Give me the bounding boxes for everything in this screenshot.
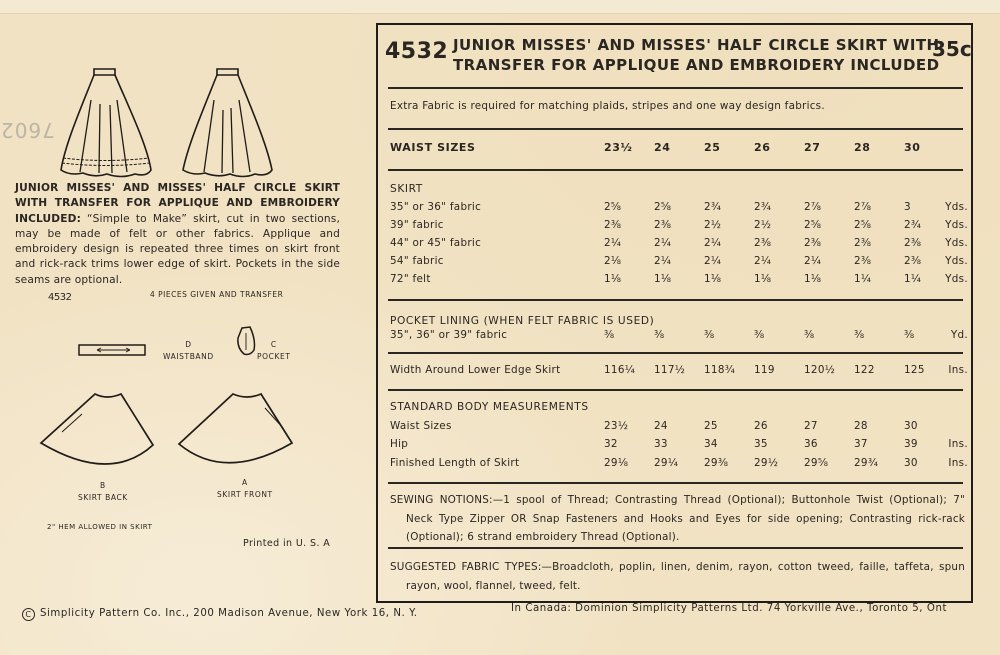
value-cell: 1⅛ [754,273,772,285]
value-cell: 24 [654,420,668,432]
value-cell: ⅜ [904,329,915,341]
value-cell: 1⅛ [704,273,722,285]
value-cell: 29½ [754,457,779,469]
value-cell: 33 [654,438,668,450]
value-cell: 29¼ [654,457,679,469]
value-cell: 3 [904,201,911,213]
value-cell: 2⅜ [654,219,672,231]
unit-label: Ins. [948,364,968,376]
size-cell: 28 [854,141,871,154]
value-cell: 2⅝ [604,201,622,213]
piece-letter: C [270,340,277,349]
skirt-front-piece [179,394,292,463]
row-label: Width Around Lower Edge Skirt [390,364,561,376]
piece-name: SKIRT FRONT [217,490,273,499]
skirt-heading: SKIRT [390,183,423,195]
divider [388,482,963,484]
value-cell: 32 [604,438,618,450]
pocket-lining-fabric-row [390,329,968,345]
value-cell: 30 [904,420,918,432]
value-cell: 29¾ [854,457,879,469]
extra-fabric-note: Extra Fabric is required for matching plaids, stripes and one way design fabrics. [390,100,825,112]
row-label: 35" or 36" fabric [390,201,482,213]
value-cell: 36 [804,438,818,450]
value-cell: 29⅝ [804,457,829,469]
value-cell: 39 [904,438,918,450]
value-cell: 2¾ [904,219,922,231]
size-cell: 23½ [604,141,633,154]
value-cell: ⅜ [804,329,815,341]
waist-sizes-header [390,141,968,157]
skirt-back-piece [41,394,153,464]
piece-label-skirt-front [217,477,273,501]
value-cell: 2¾ [704,201,722,213]
value-cell: 118¾ [704,364,736,376]
skirt-view-with-trim [61,69,151,177]
value-cell: 2½ [704,219,722,231]
unit-label: Ins. [948,457,968,469]
value-cell: 2¼ [604,237,622,249]
divider [388,352,963,354]
skirt-view-plain [183,69,272,177]
piece-label-pocket [257,339,291,363]
value-cell: 29⅛ [604,457,629,469]
value-cell: ⅜ [604,329,615,341]
suggested-fabric-types: SUGGESTED FABRIC TYPES:—Broadcloth, poplin, linen, denim, rayon, cotton tweed, faille, taffeta, spun rayon, wool, flannel, tweed, felt. [390,561,965,592]
unit-label: Yds. [945,237,968,249]
unit-label: Ins. [948,438,968,450]
value-cell: ⅜ [854,329,865,341]
divider [388,389,963,391]
value-cell: 1¼ [854,273,872,285]
row-label: Hip [390,438,409,450]
value-cell: 37 [854,438,868,450]
row-label: 72" felt [390,273,431,285]
size-cell: 25 [704,141,721,154]
pocket-piece [238,327,255,355]
row-label: Finished Length of Skirt [390,457,520,469]
value-cell: 2¾ [754,201,772,213]
value-cell: 119 [754,364,775,376]
value-cell: 28 [854,420,868,432]
value-cell: 34 [704,438,718,450]
value-cell: 1⅛ [804,273,822,285]
copyright-line [22,608,418,621]
piece-letter: B [100,481,106,490]
unit-label: Yds. [945,219,968,231]
value-cell: 2¼ [654,237,672,249]
price: 35c [932,37,972,61]
piece-letter: A [242,478,248,487]
skirt-illustrations [55,60,285,180]
skirt-yardage-row [390,273,968,289]
piece-name: WAISTBAND [163,352,214,361]
row-label: 54" fabric [390,255,444,267]
body-measurement-row [390,438,968,454]
value-cell: 2⅝ [654,201,672,213]
value-cell: 2¼ [654,255,672,267]
value-cell: 1⅛ [604,273,622,285]
value-cell: ⅜ [704,329,715,341]
piece-label-waistband [163,339,214,363]
value-cell: 25 [704,420,718,432]
pocket-lining-heading: POCKET LINING (WHEN FELT FABRIC IS USED) [390,315,655,327]
row-label: 44" or 45" fabric [390,237,482,249]
value-cell: 2⅝ [804,219,822,231]
value-cell: 2⅜ [854,255,872,267]
skirt-yardage-row [390,255,968,271]
value-cell: 2⅜ [904,237,922,249]
copyright-icon: C [22,608,35,621]
description-heading: JUNIOR MISSES' AND MISSES' HALF CIRCLE SKIRT WITH TRANSFER FOR APPLIQUE AND EMBROIDERY INCLUDED: [15,182,340,225]
value-cell: ⅜ [754,329,765,341]
value-cell: 122 [854,364,875,376]
value-cell: 29⅜ [704,457,729,469]
paper-top-edge [0,0,1000,14]
value-cell: 2½ [754,219,772,231]
unit-label: Yds. [945,273,968,285]
chart-pattern-number: 4532 [385,39,449,64]
value-cell: 2¼ [754,255,772,267]
value-cell: 2⅞ [854,201,872,213]
piece-name: SKIRT BACK [78,493,128,502]
value-cell: 30 [904,457,918,469]
size-cell: 27 [804,141,821,154]
value-cell: 117½ [654,364,686,376]
skirt-yardage-row [390,237,968,253]
value-cell: 26 [754,420,768,432]
value-cell: 2⅜ [854,237,872,249]
description-body: “Simple to Make” skirt, cut in two sections, may be made of felt or other fabrics. Applique and embroidery design is repeated three times on skirt front and rick-rack trims lower edge of skirt. Pockets in the side seams are optional. [15,212,340,286]
value-cell: 2⅜ [604,219,622,231]
body-measurement-row [390,420,968,436]
unit-label: Yds. [945,255,968,267]
pattern-number-small: 4532 [48,292,72,303]
value-cell: 2¼ [704,237,722,249]
size-cell: 26 [754,141,771,154]
yardage-chart [376,23,973,603]
printed-in-usa: Printed in U. S. A [243,538,331,549]
sewing-notions: SEWING NOTIONS:—1 spool of Thread; Contrasting Thread (Optional); Buttonhole Twist (Optional); 7" Neck Type Zipper OR Snap Fasteners and Hooks and Eyes for side opening; Contrasting rick-rack (Optional); 6 strand embroidery Thread (Optional). [390,494,965,543]
value-cell: 125 [904,364,925,376]
unit-label: Yds. [945,201,968,213]
skirt-yardage-row [390,219,968,235]
piece-name: POCKET [257,352,291,361]
value-cell: 2⅞ [804,201,822,213]
piece-label-skirt-back [78,480,128,504]
value-cell: 2⅜ [904,255,922,267]
value-cell: 116¼ [604,364,636,376]
body-measurement-row [390,457,968,473]
copyright-text: Simplicity Pattern Co. Inc., 200 Madison Avenue, New York 16, N. Y. [40,608,418,619]
value-cell: 27 [804,420,818,432]
divider [388,547,963,549]
row-label: Waist Sizes [390,420,452,432]
unit-label: Yd. [950,329,968,341]
pattern-description [15,181,340,288]
chart-title-line2: TRANSFER FOR APPLIQUE AND EMBROIDERY INCLUDED [453,56,940,74]
piece-letter: D [185,340,192,349]
waist-sizes-label: WAIST SIZES [390,141,476,154]
width-row [390,364,968,380]
value-cell: 2¼ [704,255,722,267]
value-cell: ⅜ [654,329,665,341]
waistband-piece [79,345,145,355]
hem-note: 2" HEM ALLOWED IN SKIRT [47,523,153,531]
divider [388,169,963,171]
value-cell: 120½ [804,364,836,376]
row-label: 35", 36" or 39" fabric [390,329,508,341]
canada-address: In Canada: Dominion Simplicity Patterns Ltd. 74 Yorkville Ave., Toronto 5, Ont [511,603,948,614]
value-cell: 2⅜ [804,237,822,249]
value-cell: 2⅜ [754,237,772,249]
size-cell: 24 [654,141,671,154]
inventory-stamp: 7602 [0,118,55,142]
body-measurements-heading: STANDARD BODY MEASUREMENTS [390,401,589,413]
pieces-note: 4 PIECES GIVEN AND TRANSFER [150,290,284,299]
value-cell: 35 [754,438,768,450]
value-cell: 23½ [604,420,629,432]
value-cell: 1⅛ [654,273,672,285]
size-cell: 30 [904,141,921,154]
value-cell: 2⅝ [854,219,872,231]
value-cell: 2⅛ [604,255,622,267]
value-cell: 2¼ [804,255,822,267]
skirt-yardage-row [390,201,968,217]
row-label: 39" fabric [390,219,444,231]
divider [388,128,963,130]
value-cell: 1¼ [904,273,922,285]
divider [388,87,963,89]
divider [388,299,963,301]
chart-title-line1: JUNIOR MISSES' AND MISSES' HALF CIRCLE SKIRT WITH [453,36,940,54]
